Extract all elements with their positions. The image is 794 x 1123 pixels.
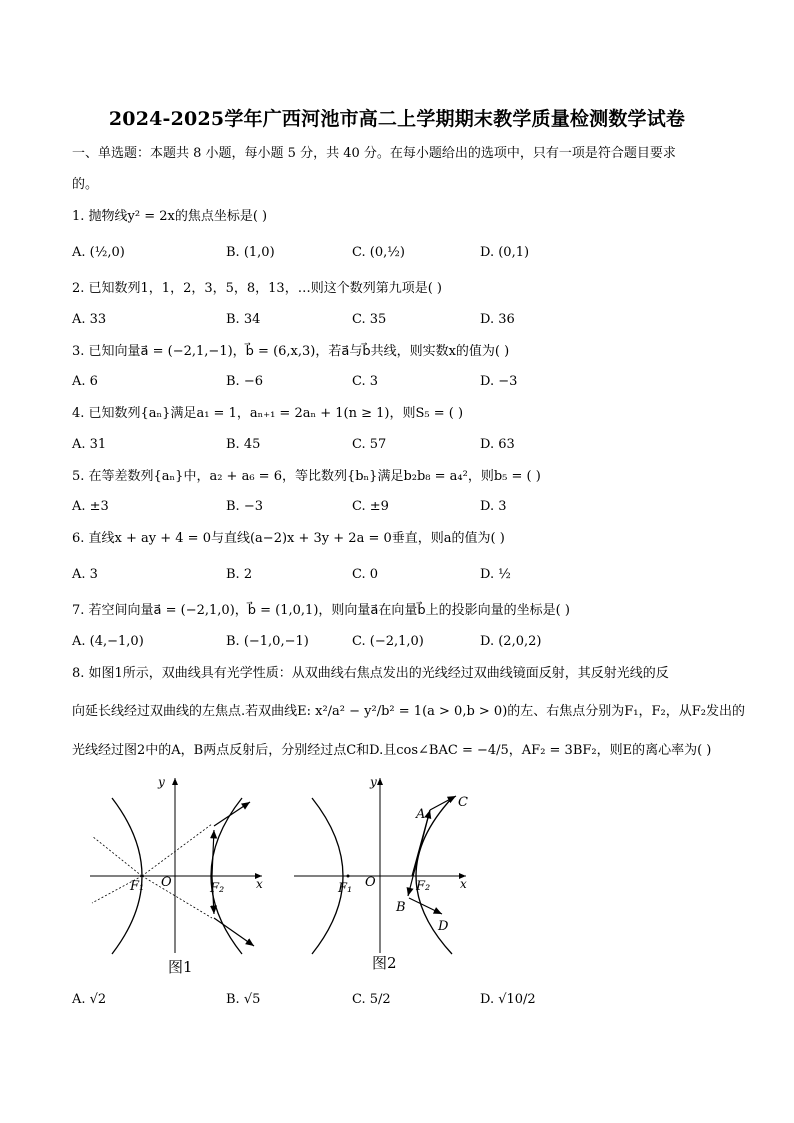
question-4-option-b[interactable]: B. 45 [226, 437, 261, 452]
question-1-option-d[interactable]: D. (0,1) [480, 245, 530, 260]
fig2-a-label: A [416, 807, 426, 822]
question-3-option-c[interactable]: C. 3 [352, 374, 379, 389]
question-7-option-a[interactable]: A. (4,−1,0) [72, 634, 144, 649]
fig1-y-label: y [158, 775, 165, 789]
fig1-caption: 图1 [168, 958, 193, 976]
question-8-stem-line2: 向延长线经过双曲线的左焦点.若双曲线E: x²/a² − y²/b² = 1(a > 0,b > 0)的左、右焦点分别为F₁，F₂，从F₂发出的 [72, 704, 745, 719]
fig2-y-label: y [370, 775, 377, 789]
fig2-f1-point [347, 875, 350, 878]
question-2-stem: 2. 已知数列1，1，2，3，5，8，13，…则这个数列第九项是( ) [72, 281, 442, 296]
fig2-ray-b-d [409, 898, 442, 914]
fig2-caption: 图2 [372, 954, 397, 972]
fig1-f2-label: F₂ [210, 881, 225, 896]
question-8-stem-line1: 8. 如图1所示，双曲线具有光学性质：从双曲线右焦点发出的光线经过双曲线镜面反射，其反射光线的反 [72, 666, 669, 681]
question-2-option-a[interactable]: A. 33 [72, 312, 107, 327]
question-6-options [72, 567, 722, 587]
question-2-options [72, 312, 722, 332]
question-7-option-d[interactable]: D. (2,0,2) [480, 634, 542, 649]
question-5-option-a[interactable]: A. ±3 [72, 499, 109, 514]
question-7-options [72, 634, 722, 654]
question-8-option-d[interactable]: D. √10/2 [480, 992, 536, 1007]
question-2-option-d[interactable]: D. 36 [480, 312, 515, 327]
question-3-option-b[interactable]: B. −6 [226, 374, 263, 389]
fig2-f1-label: F₁ [338, 881, 353, 896]
question-5-options [72, 499, 722, 519]
fig2-b-label: B [396, 900, 406, 915]
fig2-origin-label: O [365, 875, 376, 890]
question-5-option-b[interactable]: B. −3 [226, 499, 263, 514]
fig1-f1-label: F₁ [130, 879, 145, 894]
question-3-options [72, 374, 722, 394]
question-6-option-c[interactable]: C. 0 [352, 567, 379, 582]
question-2-option-b[interactable]: B. 34 [226, 312, 261, 327]
fig1-x-label: x [256, 877, 263, 891]
question-1-stem: 1. 抛物线y² = 2x的焦点坐标是( ) [72, 209, 268, 224]
section-heading-line2: 的。 [72, 177, 99, 192]
fig1-reflect-up [214, 802, 250, 826]
question-4-option-d[interactable]: D. 63 [480, 437, 515, 452]
fig2-f2-label: F₂ [416, 879, 431, 894]
question-7-option-c[interactable]: C. (−2,1,0) [352, 634, 424, 649]
question-5-option-d[interactable]: D. 3 [480, 499, 507, 514]
question-5-stem: 5. 在等差数列{aₙ}中，a₂ + a₆ = 6，等比数列{bₙ}满足b₂b₈ = a₄²，则b₅ = ( ) [72, 469, 541, 484]
figure-2 [294, 775, 468, 972]
page-title: 2024-2025学年广西河池市高二上学期期末教学质量检测数学试卷 [108, 108, 686, 130]
question-6-option-b[interactable]: B. 2 [226, 567, 253, 582]
fig1-dotted-line-1 [92, 836, 142, 876]
question-3-stem: 3. 已知向量a⃗ = (−2,1,−1)，b⃗ = (6,x,3)，若a⃗与b⃗共线，则实数x的值为( ) [72, 344, 510, 359]
question-6-option-a[interactable]: A. 3 [72, 567, 98, 582]
fig1-origin-label: O [161, 875, 172, 890]
question-4-option-a[interactable]: A. 31 [72, 437, 107, 452]
question-6-option-d[interactable]: D. ½ [480, 567, 511, 582]
question-1-option-c[interactable]: C. (0,½) [352, 245, 405, 260]
question-7-stem: 7. 若空间向量a⃗ = (−2,1,0)，b⃗ = (1,0,1)，则向量a⃗在向量b⃗上的投影向量的坐标是( ) [72, 603, 570, 618]
question-3-option-d[interactable]: D. −3 [480, 374, 518, 389]
hyperbola-figures [72, 768, 492, 978]
fig1-dotted-line-4 [142, 876, 212, 918]
question-4-options [72, 437, 722, 457]
question-4-option-c[interactable]: C. 57 [352, 437, 387, 452]
question-8-option-a[interactable]: A. √2 [72, 992, 107, 1007]
figure-1 [90, 775, 263, 976]
question-8-option-b[interactable]: B. √5 [226, 992, 261, 1007]
fig1-reflect-down [214, 918, 254, 946]
question-1-option-a[interactable]: A. (½,0) [72, 245, 125, 260]
fig2-c-label: C [458, 795, 468, 810]
question-8-option-c[interactable]: C. 5/2 [352, 992, 391, 1007]
question-6-stem: 6. 直线x + ay + 4 = 0与直线(a−2)x + 3y + 2a = 0垂直，则a的值为( ) [72, 531, 505, 546]
fig2-d-label: D [438, 919, 449, 934]
question-5-option-c[interactable]: C. ±9 [352, 499, 389, 514]
fig1-dotted-line-3 [142, 824, 212, 876]
question-4-stem: 4. 已知数列{aₙ}满足a₁ = 1，aₙ₊₁ = 2aₙ + 1(n ≥ 1)，则S₅ = ( ) [72, 406, 464, 421]
question-3-option-a[interactable]: A. 6 [72, 374, 98, 389]
question-2-option-c[interactable]: C. 35 [352, 312, 387, 327]
question-8-options [72, 992, 722, 1012]
question-1-options [72, 245, 722, 265]
section-heading-line1: 一、单选题：本题共 8 小题，每小题 5 分，共 40 分。在每小题给出的选项中，只有一项是符合题目要求 [72, 146, 676, 161]
question-1-option-b[interactable]: B. (1,0) [226, 245, 275, 260]
fig2-x-label: x [460, 877, 467, 891]
question-8-stem-line3: 光线经过图2中的A，B两点反射后，分别经过点C和D.且cos∠BAC = −4/5，AF₂ = 3BF₂，则E的离心率为( ) [72, 743, 712, 758]
question-7-option-b[interactable]: B. (−1,0,−1) [226, 634, 309, 649]
